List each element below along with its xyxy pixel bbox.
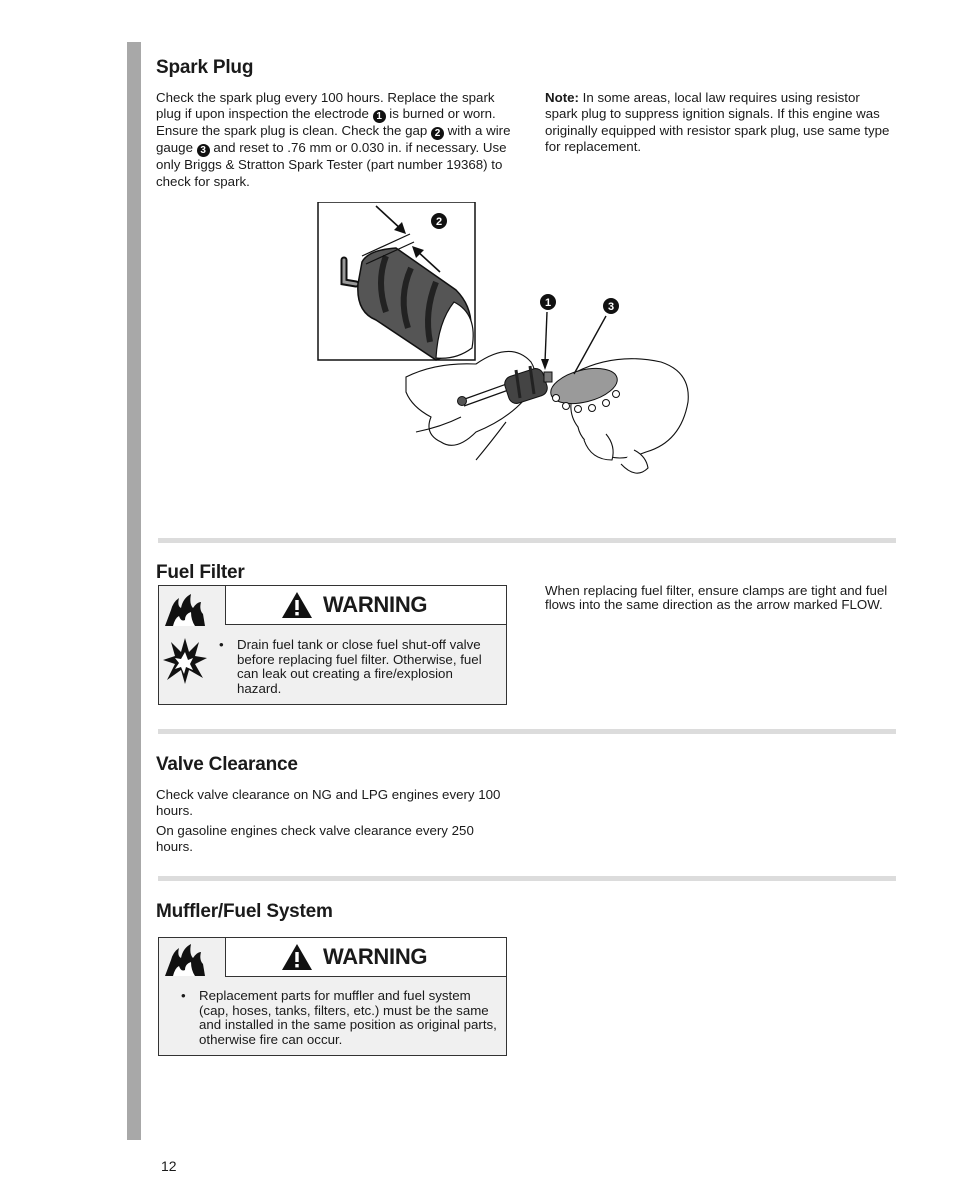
fuel-filter-warning-box [158,585,507,705]
section-divider [158,538,896,543]
warning-triangle-icon [281,943,313,971]
warning-header [225,938,506,977]
spark-plug-note: Note: In some areas, local law requires using resistor spark plug to suppress ignition signals. If this engine was originally equipped with resistor spark plug, use same type for replacement. [545,90,890,155]
fuel-filter-heading: Fuel Filter [156,562,245,583]
warning-title: WARNING [323,592,428,617]
svg-text:3: 3 [607,301,615,313]
section-divider [158,729,896,734]
spark-plug-instructions: Check the spark plug every 100 hours. Replace the spark plug if upon inspection the electrode 1 is burned or worn. Ensure the spark plug is clean. Check the gap 2 with a wire gauge 3 and reset to .76 mm or 0.030 in. if necessary. Use only Briggs & Stratton Spark Tester (part number 19368) to check for spark. [156,90,511,189]
muffler-warning-list [179,989,501,1047]
warning-item: • Replacement parts for muffler and fuel system (cap, hoses, tanks, filters, etc.) must be the same and installed in the same position as original parts, otherwise fire can occur. [179,989,501,1047]
page-number: 12 [161,1158,177,1174]
warning-title: WARNING [323,944,428,969]
warning-header [225,586,506,625]
spark-plug-heading: Spark Plug [156,57,254,78]
spark-plug-gap-illustration [316,202,696,484]
valve-clearance-heading: Valve Clearance [156,754,298,775]
section-divider [158,876,896,881]
fuel-filter-instructions: When replacing fuel filter, ensure clamps are tight and fuel flows into the same direction as the arrow marked FLOW. [545,583,888,613]
muffler-fuel-system-heading: Muffler/Fuel System [156,901,333,922]
valve-clearance-gasoline: On gasoline engines check valve clearance every 250 hours. [156,823,474,855]
hands-gapping-drawing [406,351,688,473]
callout-2-icon: 2 [431,127,444,140]
warning-item: • Drain fuel tank or close fuel shut-off valve before replacing fuel filter. Otherwise, fuel can leak out creating a fire/explosion hazard. [217,638,493,696]
fire-hazard-icon [163,942,207,978]
callout-3-icon: 3 [197,144,210,157]
muffler-warning-box [158,937,507,1056]
explosion-hazard-icon [163,636,207,686]
valve-clearance-ng-lpg: Check valve clearance on NG and LPG engines every 100 hours. [156,787,501,819]
note-label: Note: [545,90,579,105]
warning-triangle-icon [281,591,313,619]
svg-text:2: 2 [435,216,443,228]
svg-text:1: 1 [544,297,552,309]
page-sidebar-bar [127,42,141,1140]
fuel-filter-warning-list [217,638,493,696]
callout-1-icon: 1 [373,110,386,123]
fire-hazard-icon [163,592,207,628]
